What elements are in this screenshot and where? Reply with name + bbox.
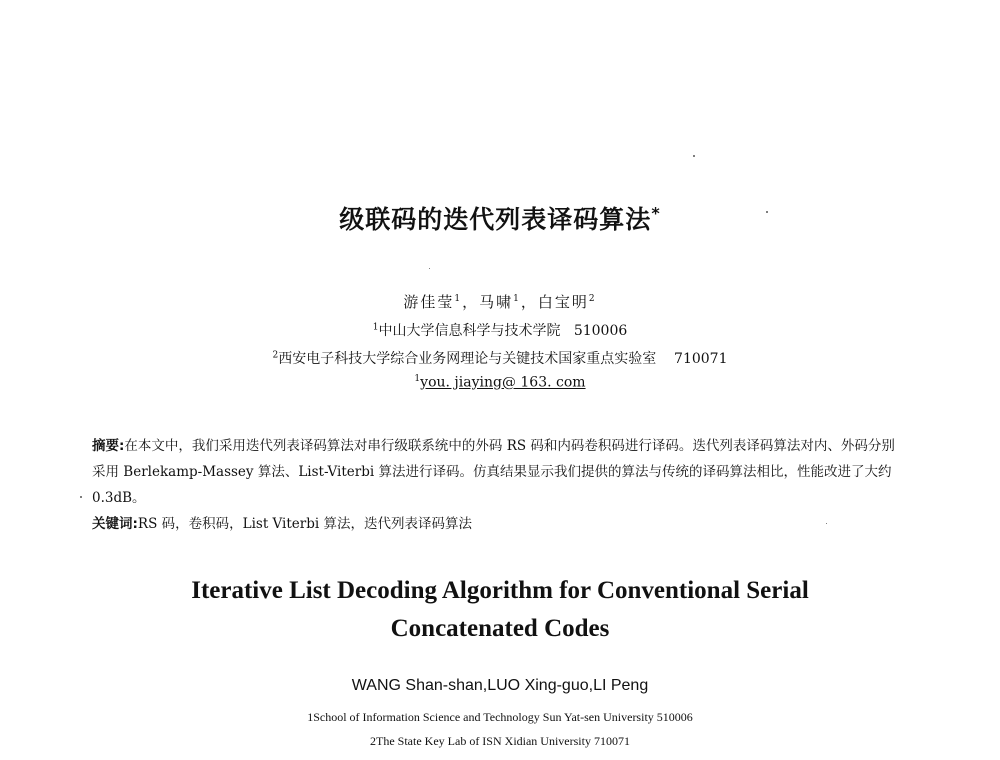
scan-speck (429, 268, 430, 269)
affiliation-text: 中山大学信息科学与技术学院 (378, 323, 561, 339)
email-sup: 1 (414, 374, 421, 384)
affiliation-en-2: 2The State Key Lab of ISN Xidian University 710071 (370, 734, 630, 748)
scan-speck (693, 155, 695, 157)
email-address[interactable]: you. jiaying@ 163. com (420, 374, 586, 391)
title-en-line: Concatenated Codes (390, 615, 610, 642)
affiliation-cn-1 (0, 320, 1000, 340)
author-sup: 1 (454, 294, 463, 304)
authors-en: WANG Shan-shan,LUO Xing-guo,LI Peng (351, 677, 649, 694)
author-sep: ， (520, 293, 538, 311)
abstract-block (92, 433, 902, 537)
keywords-label: 关键词: (92, 516, 138, 532)
affiliation-cn-2 (0, 348, 1000, 368)
postal-code: 710071 (674, 351, 728, 367)
abstract-label: 摘要: (92, 438, 125, 454)
author-sep: ， (462, 293, 480, 311)
email-line (0, 374, 1000, 391)
scan-speck (80, 496, 82, 498)
affiliation-sup: 1 (372, 322, 379, 333)
keywords-paragraph (92, 511, 902, 537)
author-name: 白宝明 (537, 293, 589, 311)
author-name: 游佳莹 (403, 293, 455, 311)
affiliation-text: 西安电子科技大学综合业务网理论与关键技术国家重点实验室 (278, 351, 657, 367)
abstract-text: 在本文中，我们采用迭代列表译码算法对串行级联系统中的外码 RS 码和内码卷积码进行译码。迭代列表译码算法对内、外码分别采用 Berlekamp-Massey 算法、List-Viterbi 算法进行译码。仿真结果显示我们提供的算法与传统的译码算法相比，性能改进了大约 0.3dB。 (92, 438, 895, 506)
keywords-text: RS 码，卷积码，List Viterbi 算法，迭代列表译码算法 (137, 516, 472, 532)
affiliation-en-1: 1School of Information Science and Technology Sun Yat-sen University 510006 (307, 710, 693, 724)
title-en-line: Iterative List Decoding Algorithm for Conventional Serial (191, 577, 809, 604)
paper-title-en (0, 572, 1000, 648)
title-footnote-mark: * (651, 203, 661, 223)
author-name: 马啸 (479, 293, 514, 311)
title-text: 级联码的迭代列表译码算法 (339, 205, 652, 234)
abstract-paragraph (92, 433, 902, 511)
author-sup: 1 (513, 294, 521, 304)
author-sup: 2 (588, 294, 597, 304)
paper-title-cn (0, 200, 1000, 236)
authors-cn (0, 291, 1000, 312)
affiliation-sup: 2 (272, 350, 279, 361)
postal-code: 510006 (573, 323, 628, 339)
